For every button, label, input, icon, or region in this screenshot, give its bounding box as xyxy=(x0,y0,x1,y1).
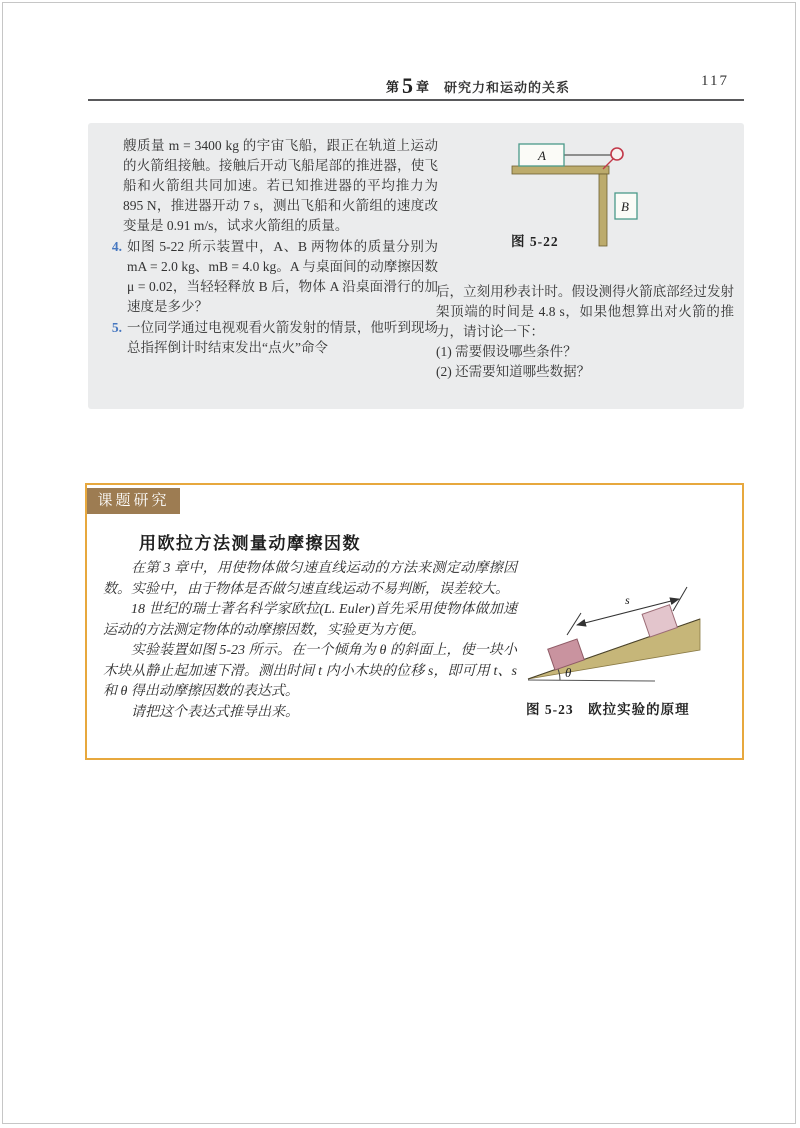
problems-left-column xyxy=(102,136,438,358)
figure-5-23-caption: 图 5-23 欧拉实验的原理 xyxy=(526,702,690,717)
chapter-suffix: 章 xyxy=(416,79,431,95)
problem-4-number: 4. xyxy=(111,239,122,254)
problem-item-4 xyxy=(102,237,438,317)
chapter-heading xyxy=(386,73,570,99)
page-number: 117 xyxy=(701,73,729,89)
s-label: s xyxy=(625,593,630,607)
figure-5-22-caption: 图 5-22 xyxy=(511,234,559,249)
figure-5-22 xyxy=(491,131,701,261)
research-box xyxy=(85,483,744,760)
problem-4-text: 如图 5-22 所示装置中，A、B 两物体的质量分别为 mA = 2.0 kg、mB = 4.0 kg。A 与桌面间的动摩擦因数 μ = 0.02，当轻轻释放 B 后，物体 A 沿桌面滑行的加速度是多少？ xyxy=(127,239,438,314)
baseline xyxy=(528,680,655,681)
problem-5-continuation: 后，立刻用秒表计时。假设测得火箭底部经过发射架顶端的时间是 4.8 s，如果他想算出对火箭的推力，请讨论一下： xyxy=(436,284,734,339)
block-a-label: A xyxy=(538,148,546,163)
problem-5-number: 5. xyxy=(111,320,122,335)
chapter-prefix: 第 xyxy=(386,79,401,95)
problems-right-column xyxy=(436,282,734,382)
problem-5-text: 一位同学通过电视观看火箭发射的情景，他听到现场总指挥倒计时结束发出“点火”命令 xyxy=(127,320,438,355)
inclined-plane-diagram-icon xyxy=(507,573,741,693)
block-b-label: B xyxy=(621,199,629,214)
tick-right xyxy=(673,587,687,611)
research-body xyxy=(103,559,517,723)
chapter-title: 研究力和运动的关系 xyxy=(444,79,571,95)
pulley-icon xyxy=(611,148,623,160)
research-paragraph-1: 在第 3 章中，用使物体做匀速直线运动的方法来测定动摩擦因数。实验中，由于物体是否做匀速直线运动不易判断，误差较大。 xyxy=(103,561,517,597)
problem-item-5 xyxy=(102,318,438,358)
header-rule xyxy=(88,99,744,101)
problem-3-continuation: 艘质量 m = 3400 kg 的宇宙飞船，跟正在轨道上运动的火箭组接触。接触后开动飞船尾部的推进器，使飞船和火箭组共同加速。若已知推进器的平均推力为 895 N，推进器开动 7 s，测出飞船和火箭组的速度改变量是 0.91 m/s，试求火箭组的质量。 xyxy=(123,138,438,233)
table-top xyxy=(512,166,609,174)
textbook-page xyxy=(2,2,796,1124)
theta-label: θ xyxy=(565,665,572,680)
chapter-number: 5 xyxy=(402,73,415,98)
problems-box xyxy=(88,123,744,409)
research-paragraph-2: 18 世纪的瑞士著名科学家欧拉(L. Euler)首先采用使物体做加速运动的方法测定物体的动摩擦因数，实验更为方便。 xyxy=(103,602,517,638)
problem-5-question-1: (1) 需要假设哪些条件？ xyxy=(436,344,577,359)
research-paragraph-4: 请把这个表达式推导出来。 xyxy=(131,704,299,720)
problem-5-question-2: (2) 还需要知道哪些数据？ xyxy=(436,364,591,379)
figure-5-23 xyxy=(507,573,741,725)
research-paragraph-3: 实验装置如图 5-23 所示。在一个倾角为 θ 的斜面上，使一块小木块从静止起加速下滑。测出时间 t 内小木块的位移 s，即可用 t、s 和 θ 得出动摩擦因数的表达式。 xyxy=(103,643,517,699)
research-tab: 课题研究 xyxy=(87,488,180,514)
table-edge xyxy=(599,174,607,246)
research-title: 用欧拉方法测量动摩擦因数 xyxy=(139,534,361,553)
